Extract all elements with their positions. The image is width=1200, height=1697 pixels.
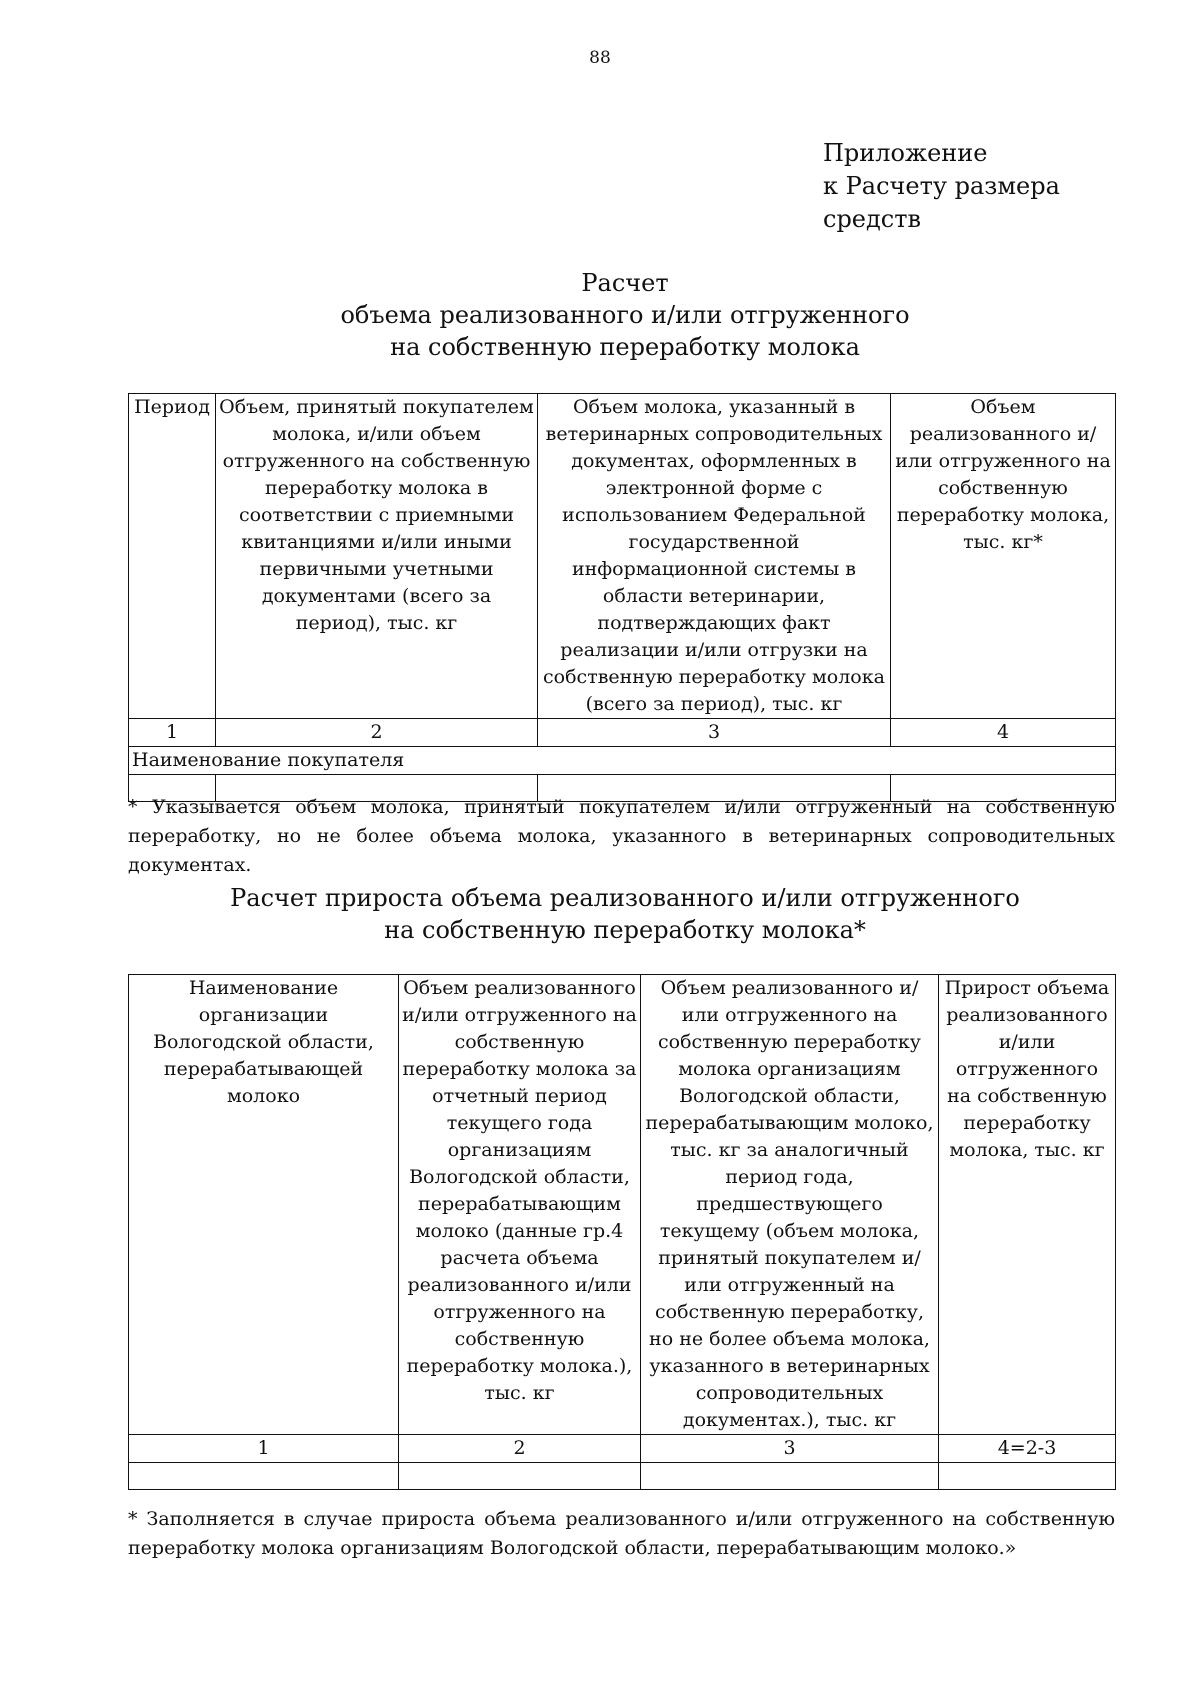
header-previous-period-volume: Объем реализованного и/или отгруженного на собственную переработку молока организациям Вологодской области, перерабатывающим молоко, тыс. кг за аналогичный период года, предшествующего текущему (объем молока, принятый покупателем и/или отгруженный на собственную переработку, но не более объема молока, указанного в ветеринарных сопроводительных документах.), тыс. кг [641, 975, 939, 1435]
buyer-name-label: Наименование покупателя [129, 747, 1116, 775]
calculation-title-line-1: Расчет [581, 269, 669, 297]
column-number: 2 [216, 719, 538, 747]
column-number-row [129, 719, 1116, 747]
column-number: 1 [129, 719, 216, 747]
table-header-row [129, 394, 1116, 719]
header-realized-volume: Объем реализованного и/или отгруженного на собственную переработку молока, тыс. кг* [891, 394, 1116, 719]
buyer-name-row [129, 747, 1116, 775]
growth-calculation-table [128, 974, 1116, 1490]
table-cell[interactable] [939, 1463, 1116, 1490]
header-organization-name: Наименование организации Вологодской области, перерабатывающей молоко [129, 975, 399, 1435]
column-number: 1 [129, 1435, 399, 1463]
calculation-title-line-2: объема реализованного и/или отгруженного [340, 301, 910, 329]
table-row [129, 1463, 1116, 1490]
volume-calculation-table [128, 393, 1116, 802]
column-number: 3 [538, 719, 891, 747]
growth-title-line-1: Расчет прироста объема реализованного и/или отгруженного [230, 884, 1020, 912]
header-period: Период [129, 394, 216, 719]
column-number-row [129, 1435, 1116, 1463]
calculation-title-line-3: на собственную переработку молока [390, 333, 860, 361]
header-growth: Прирост объема реализованного и/или отгруженного на собственную переработку молока, тыс. кг [939, 975, 1116, 1435]
column-number: 2 [399, 1435, 641, 1463]
column-number: 3 [641, 1435, 939, 1463]
table-cell[interactable] [399, 1463, 641, 1490]
footnote-1: * Указывается объем молока, принятый покупателем и/или отгруженный на собственную переработку, но не более объема молока, указанного в ветеринарных сопроводительных документах. [128, 796, 1115, 876]
growth-calculation-title [0, 882, 1200, 946]
table-header-row [129, 975, 1116, 1435]
appendix-line-1: Приложение [823, 139, 988, 167]
table-cell[interactable] [641, 1463, 939, 1490]
header-vet-documents-volume: Объем молока, указанный в ветеринарных сопроводительных документах, оформленных в электронной форме с использованием Федеральной государственной информационной системы в области ветеринарии, подтверждающих факт реализации и/или отгрузки на собственную переработку молока (всего за период), тыс. кг [538, 394, 891, 719]
header-current-period-volume: Объем реализованного и/или отгруженного на собственную переработку молока за отчетный период текущего года организациям Вологодской области, перерабатывающим молоко (данные гр.4 расчета объема реализованного и/или отгруженного на собственную переработку молока.), тыс. кг [399, 975, 641, 1435]
appendix-line-3: средств [823, 205, 922, 233]
growth-title-line-2: на собственную переработку молока* [384, 916, 866, 944]
column-number: 4=2-3 [939, 1435, 1116, 1463]
table-cell[interactable] [129, 1463, 399, 1490]
footnote-2: * Заполняется в случае прироста объема реализованного и/или отгруженного на собственную переработку молока организациям Вологодской области, перерабатывающим молоко.» [128, 1508, 1115, 1559]
page-number: 88 [589, 48, 611, 68]
appendix-line-2: к Расчету размера [823, 172, 1060, 200]
header-accepted-volume: Объем, принятый покупателем молока, и/или объем отгруженного на собственную переработку молока в соответствии с приемными квитанциями и/или иными первичными учетными документами (всего за период), тыс. кг [216, 394, 538, 719]
column-number: 4 [891, 719, 1116, 747]
calculation-title [0, 267, 1200, 363]
appendix-note [823, 137, 1060, 236]
